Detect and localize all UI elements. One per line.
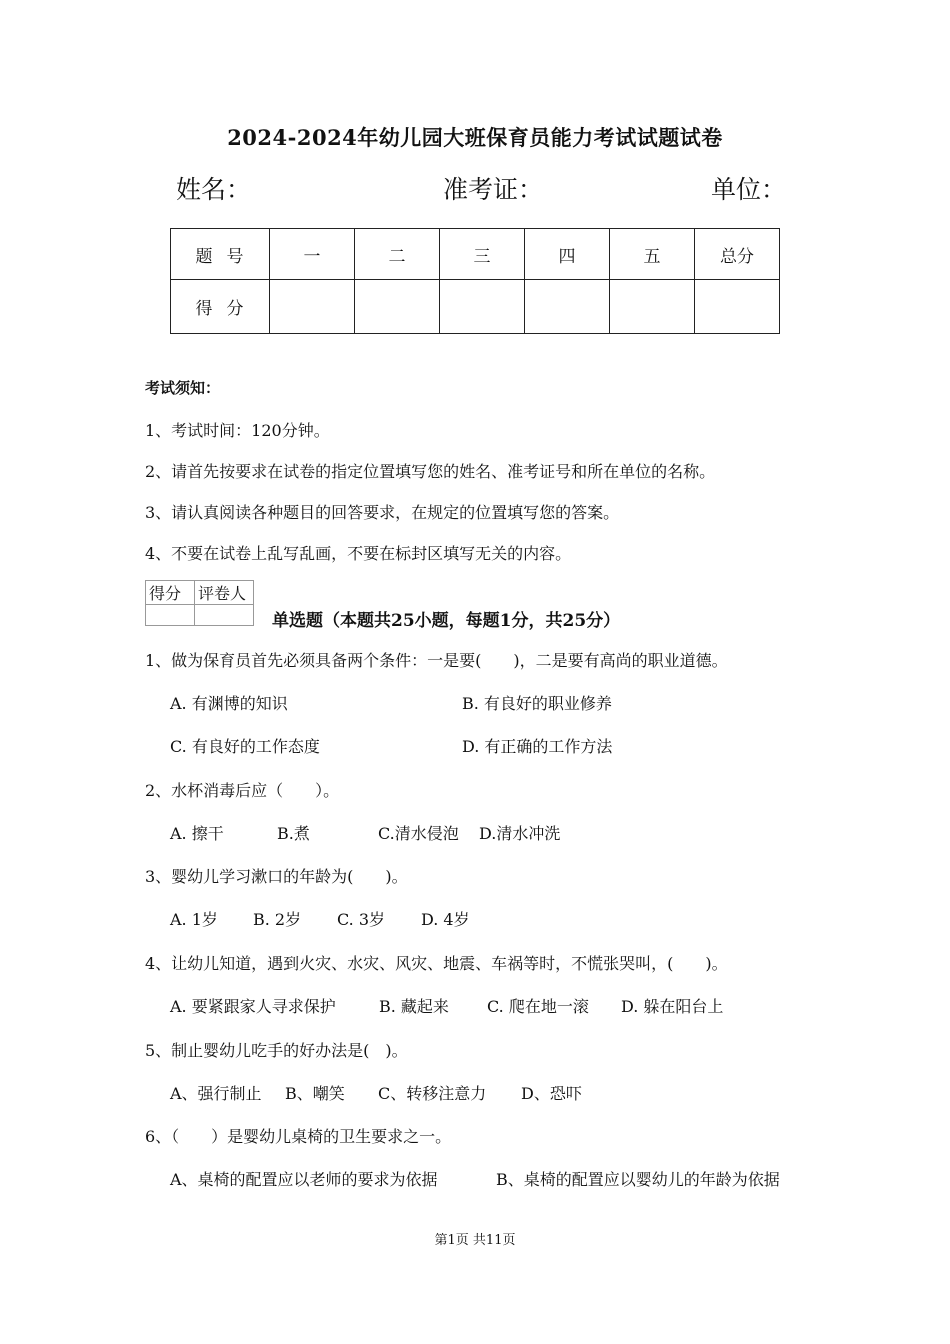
question-3-option-d: D. 4岁 xyxy=(421,910,470,929)
score-label: 得分 xyxy=(171,280,270,334)
question-2-option-a: A. 擦干 xyxy=(170,824,224,843)
score-cell-4 xyxy=(525,280,610,334)
question-3-stem: 3、婴幼儿学习漱口的年龄为( )。 xyxy=(145,867,408,886)
page-footer: 第1页 共11页 xyxy=(434,1233,516,1248)
question-1-stem: 1、做为保育员首先必须具备两个条件：一是要( )，二是要有高尚的职业道德。 xyxy=(145,651,728,670)
question-4-option-a: A. 要紧跟家人寻求保护 xyxy=(170,997,336,1016)
question-4-stem: 4、让幼儿知道，遇到火灾、水灾、风灾、地震、车祸等时，不慌张哭叫，( )。 xyxy=(145,954,728,973)
grader-name-label: 评卷人 xyxy=(195,581,254,605)
grader-box xyxy=(145,580,254,626)
name-label: 姓名： xyxy=(176,175,252,204)
notice-heading: 考试须知： xyxy=(145,379,221,397)
question-1-option-c: C. 有良好的工作态度 xyxy=(170,737,320,756)
question-4-option-b: B. 藏起来 xyxy=(379,997,449,1016)
score-cell-5 xyxy=(610,280,695,334)
score-table-header-row xyxy=(171,229,780,280)
score-table-score-row xyxy=(171,280,780,334)
question-6-option-a: A、桌椅的配置应以老师的要求为依据 xyxy=(170,1170,438,1189)
score-cell-1 xyxy=(270,280,355,334)
notice-item: 1、考试时间：120分钟。 xyxy=(145,421,330,440)
header-5: 五 xyxy=(610,229,695,280)
section-title: 单选题（本题共25小题，每题1分，共25分） xyxy=(272,611,621,631)
question-6-stem: 6、（ ）是婴幼儿桌椅的卫生要求之一。 xyxy=(145,1127,452,1146)
question-5-option-d: D、恐吓 xyxy=(521,1084,582,1103)
question-number-label: 题号 xyxy=(171,229,270,280)
notice-item: 4、不要在试卷上乱写乱画，不要在标封区填写无关的内容。 xyxy=(145,544,572,563)
question-5-option-c: C、转移注意力 xyxy=(378,1084,487,1103)
question-5-option-b: B、嘲笑 xyxy=(285,1084,345,1103)
header-total: 总分 xyxy=(695,229,780,280)
question-1-option-b: B. 有良好的职业修养 xyxy=(462,694,612,713)
question-4-option-c: C. 爬在地一滚 xyxy=(487,997,589,1016)
grader-score-label: 得分 xyxy=(146,581,195,605)
question-4-option-d: D. 躲在阳台上 xyxy=(621,997,724,1016)
question-3-option-b: B. 2岁 xyxy=(253,910,302,929)
score-cell-2 xyxy=(355,280,440,334)
question-2-option-b: B.煮 xyxy=(277,824,310,843)
grader-name-cell xyxy=(195,605,254,626)
header-1: 一 xyxy=(270,229,355,280)
question-5-stem: 5、制止婴幼儿吃手的好办法是( )。 xyxy=(145,1041,408,1060)
score-cell-3 xyxy=(440,280,525,334)
page-title: 2024-2024年幼儿园大班保育员能力考试试题试卷 xyxy=(227,125,723,150)
score-cell-total xyxy=(695,280,780,334)
question-2-option-d: D.清水冲洗 xyxy=(479,824,561,843)
notice-item: 3、请认真阅读各种题目的回答要求，在规定的位置填写您的答案。 xyxy=(145,503,620,522)
unit-label: 单位： xyxy=(711,175,787,204)
header-3: 三 xyxy=(440,229,525,280)
question-2-stem: 2、水杯消毒后应（ ）。 xyxy=(145,781,340,800)
header-4: 四 xyxy=(525,229,610,280)
question-1-option-a: A. 有渊博的知识 xyxy=(170,694,288,713)
question-3-option-a: A. 1岁 xyxy=(170,910,218,929)
question-2-option-c: C.清水侵泡 xyxy=(378,824,459,843)
score-table xyxy=(170,228,780,334)
question-6-option-b: B、桌椅的配置应以婴幼儿的年龄为依据 xyxy=(496,1170,780,1189)
header-2: 二 xyxy=(355,229,440,280)
exam-number-label: 准考证： xyxy=(443,175,544,204)
question-5-option-a: A、强行制止 xyxy=(170,1084,262,1103)
grader-score-cell xyxy=(146,605,195,626)
notice-item: 2、请首先按要求在试卷的指定位置填写您的姓名、准考证号和所在单位的名称。 xyxy=(145,462,716,481)
question-1-option-d: D. 有正确的工作方法 xyxy=(462,737,613,756)
question-3-option-c: C. 3岁 xyxy=(337,910,386,929)
